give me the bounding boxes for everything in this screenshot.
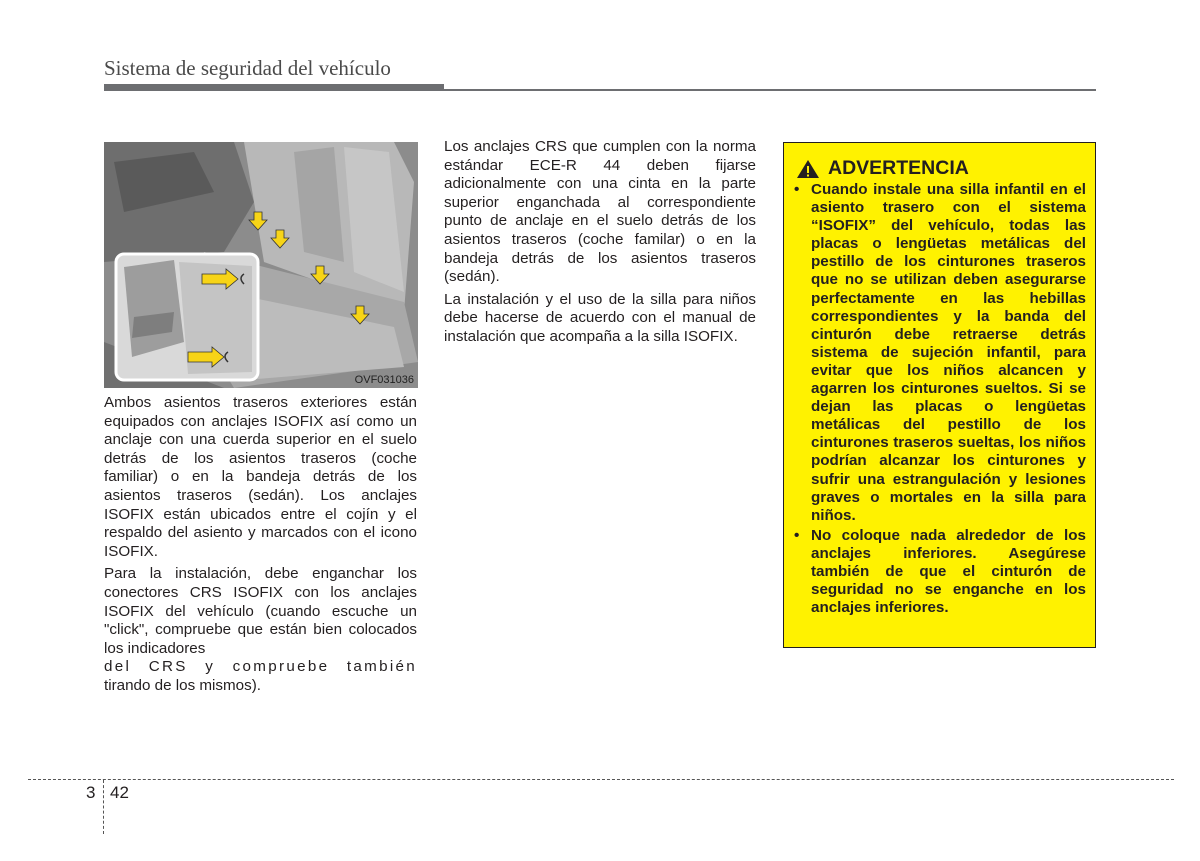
rear-seat-isofix-figure [104, 142, 418, 388]
footer-vertical-rule [103, 780, 104, 834]
rear-seat-isofix-illustration [104, 142, 418, 388]
warning-item [792, 181, 1086, 525]
header-rule [104, 89, 1096, 91]
page-header-title: Sistema de seguridad del vehículo [104, 56, 391, 80]
paragraph: tirando de los mismos). [104, 676, 261, 694]
paragraph: Los anclajes CRS que cumplen con la norma estándar ECE-R 44 deben fijarse adicionalmente con una cinta en la parte superior enganchada al correspondiente punto de anclaje en el suelo detrás de los asientos traseros (coche familar) o en la bandeja detrás de los asientos traseros (sedán). [444, 138, 756, 286]
bullet: • [794, 181, 800, 198]
column-2-text [444, 138, 756, 351]
chapter-number: 3 [86, 783, 96, 802]
warning-list [792, 181, 1086, 619]
warning-item [792, 527, 1086, 617]
warning-item-text: No coloque nada alrededor de los anclajes inferiores. Asegúrese también de que el cinturón de seguridad no se enganche en los anclajes inferiores. [811, 526, 1086, 617]
bullet: • [794, 526, 800, 544]
paragraph: del CRS y compruebe también [104, 658, 417, 676]
warning-title: ADVERTENCIA [828, 157, 969, 179]
warning-box [783, 142, 1096, 648]
column-1-text [104, 394, 417, 700]
warning-header [796, 157, 969, 180]
warning-triangle-icon [796, 159, 820, 179]
warning-item-text: Cuando instale una silla infantil en el asiento trasero con el sistema “ISOFIX” del vehículo, todas las placas o lengüetas metálicas del pestillo de los cinturones traseros que no se utilizan deben asegurarse perfectamente en las hebillas correspondientes y la banda del cinturón debe retraerse detrás sistema de sujeción infantil, para evitar que los niños alcancen y agarren los cinturones sueltos. Si se dejan las placas o lengüetas metálicas del pestillo de los cinturones traseros sueltas, los niños podrían alcanzar los cinturones y sufrir una estrangulación y lesiones graves o mortales en la silla para niños. [811, 181, 1086, 524]
figure-code: OVF031036 [354, 374, 414, 386]
page-number: 42 [110, 783, 129, 802]
paragraph: La instalación y el uso de la silla para niños debe hacerse de acuerdo con el manual de instalación que acompaña a la silla ISOFIX. [444, 290, 756, 345]
footer-rule [28, 779, 1174, 780]
paragraph: Ambos asientos traseros exteriores están equipados con anclajes ISOFIX así como un anclaje con una cuerda superior en el suelo detrás de los asientos traseros (coche familiar) o en la bandeja detrás de los asientos traseros (sedán). Los anclajes ISOFIX están ubicados entre el cojín y el respaldo del asiento y marcados con el icono ISOFIX. [104, 394, 417, 560]
paragraph: Para la instalación, debe enganchar los conectores CRS ISOFIX con los anclajes ISOFIX del vehículo (cuando escuche un "click", compruebe que están bien colocados los indicadores [104, 565, 417, 657]
